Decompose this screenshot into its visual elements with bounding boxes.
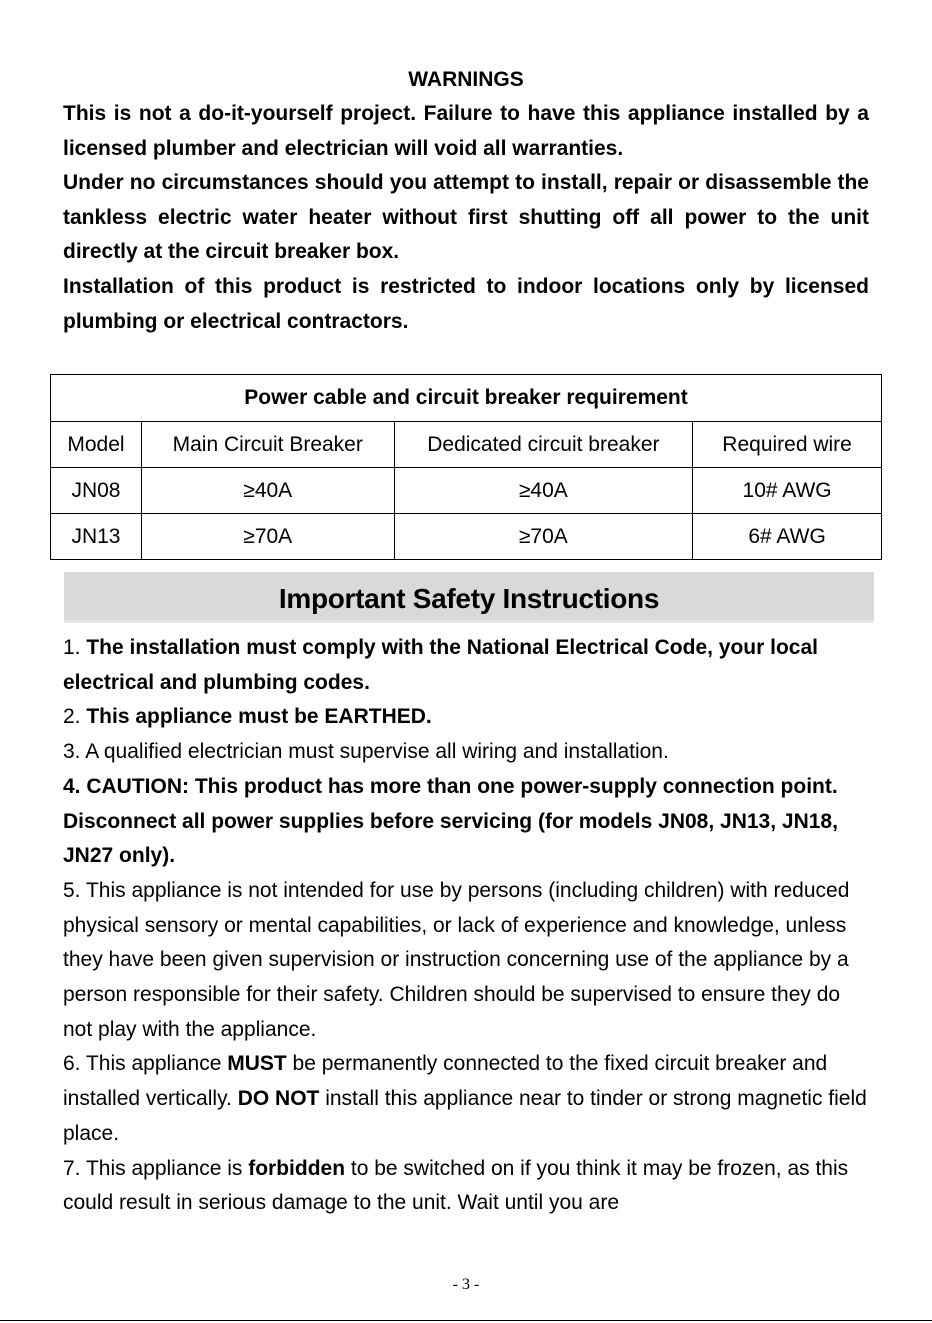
item-number: 1.	[63, 636, 87, 659]
item-text: install this appliance near to tinder or strong magnetic field place.	[63, 1087, 867, 1145]
warnings-section	[63, 63, 869, 339]
item-number: 2.	[63, 705, 87, 729]
warnings-title: WARNINGS	[408, 68, 524, 91]
header-model: Model	[51, 422, 142, 468]
cell-main-breaker: ≥70A	[141, 514, 394, 560]
emphasis-do-not: DO NOT	[237, 1087, 320, 1111]
warning-paragraph-power: Under no circumstances should you attempt to install, repair or disassemble the tankless electric water heater without first shutting off all power to the unit directly at the circuit breaker box.	[63, 171, 869, 264]
bottom-divider	[0, 1320, 932, 1321]
power-requirement-table	[50, 374, 882, 560]
item-text: The installation must comply with the National Electrical Code, your local electrical and plumbing codes.	[63, 636, 818, 694]
cell-model: JN08	[51, 468, 142, 514]
cell-required-wire: 6# AWG	[693, 514, 882, 560]
cell-required-wire: 10# AWG	[693, 468, 882, 514]
table-title-row	[51, 375, 882, 422]
emphasis-forbidden: forbidden	[248, 1156, 346, 1180]
table-row	[51, 514, 882, 560]
header-required-wire: Required wire	[693, 422, 882, 468]
warning-paragraph-indoor: Installation of this product is restricted to indoor locations only by licensed plumbing or electrical contractors.	[63, 274, 869, 333]
item-text: 6. This appliance	[63, 1052, 228, 1076]
cell-main-breaker: ≥40A	[141, 468, 394, 514]
table-row	[51, 468, 882, 514]
list-item: 5. This appliance is not intended for use by persons (including children) with reduced physical sensory or mental capabilities, or lack of experience and knowledge, unless they have been given supervision or instruction concerning use of the appliance by a person responsible for their safety. Children should be supervised to ensure they do not play with the appliance.	[63, 878, 850, 1041]
item-text: to be switched on if you think it may be frozen, as this could result in serious damage to the unit. Wait until you are	[63, 1156, 849, 1215]
cell-dedicated-breaker: ≥70A	[394, 514, 693, 560]
list-item	[63, 1047, 875, 1151]
page-number: - 3 -	[452, 1276, 480, 1293]
list-item: 3. A qualified electrician must supervise all wiring and installation.	[63, 740, 669, 764]
list-item: 4. CAUTION: This product has more than one power-supply connection point. Disconnect all power supplies before servicing (for models JN08, JN13, JN18, JN27 only).	[63, 774, 838, 868]
cell-dedicated-breaker: ≥40A	[394, 468, 693, 514]
item-text: 7. This appliance is	[63, 1156, 249, 1180]
list-item	[63, 1152, 875, 1221]
table-title: Power cable and circuit breaker requirement	[51, 375, 882, 422]
safety-instructions-list	[63, 631, 875, 1221]
header-main-breaker: Main Circuit Breaker	[141, 422, 394, 468]
cell-model: JN13	[51, 514, 142, 560]
item-text: be permanently connected to the fixed circuit breaker and installed vertically.	[63, 1052, 828, 1111]
safety-instructions-heading: Important Safety Instructions	[64, 572, 874, 623]
header-dedicated-breaker: Dedicated circuit breaker	[394, 422, 693, 468]
list-item	[63, 700, 875, 735]
list-item	[63, 631, 875, 700]
emphasis-must: MUST	[227, 1052, 287, 1076]
item-text: This appliance must be EARTHED.	[86, 705, 432, 729]
table-header-row	[51, 422, 882, 468]
warning-paragraph-diy: This is not a do-it-yourself project. Failure to have this appliance installed by a licensed plumber and electrician will void all warranties.	[63, 102, 869, 160]
